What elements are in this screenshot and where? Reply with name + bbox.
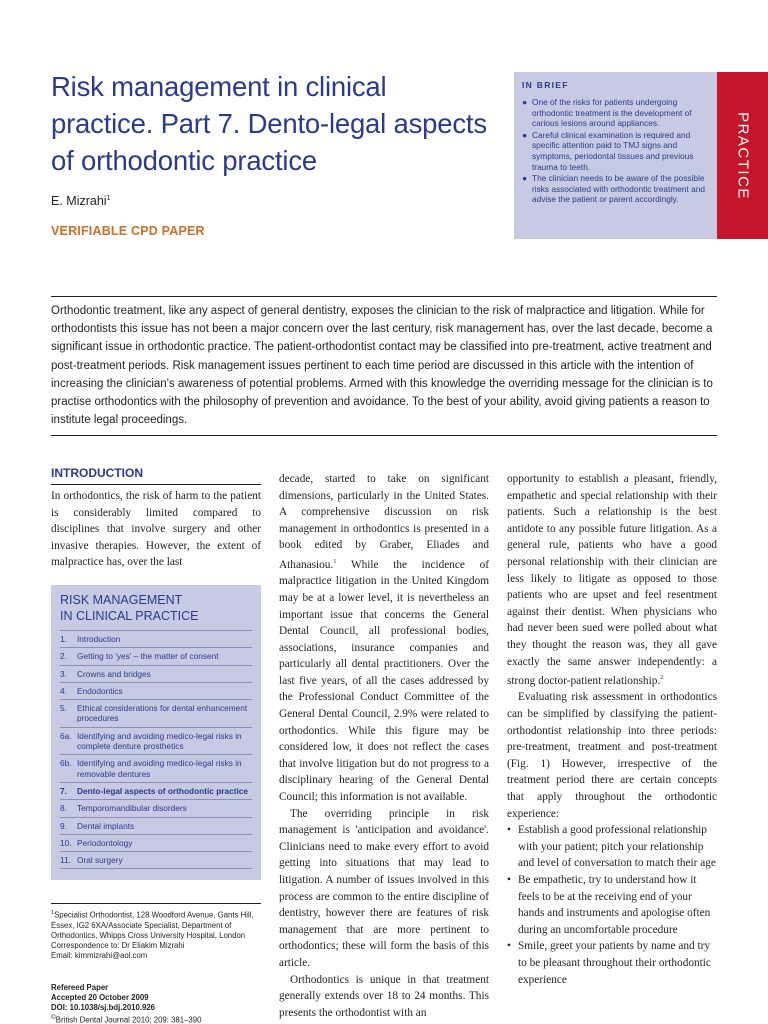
section-tab xyxy=(717,72,768,239)
introduction-text: In orthodontics, the risk of harm to the patient is considerably limited compared to disciplines that involve surgery and other invasive therapies. However, the extent of malpractice has, over the last xyxy=(51,490,261,569)
refereed-label: Refereed Paper xyxy=(51,983,109,992)
section-tab-label: PRACTICE xyxy=(734,111,751,200)
series-item: 1. Introduction xyxy=(60,631,252,648)
in-brief-list xyxy=(522,97,709,205)
series-item: 11. Oral surgery xyxy=(60,852,252,869)
email: Email: kimmizrahi@aol.com xyxy=(51,950,148,960)
heading-rule xyxy=(51,484,261,485)
publication-info xyxy=(51,983,261,1024)
body-paragraph: decade, started to take on significant dimensions, particularly in the United States. A comprehensive discussion on risk management in orthodontics is presented in a book edited by Graber, Eliades and Athanasiou.$^1$ While the incidence of malpractice litigation in the United Kingdom may be at a lower level, it is nevertheless an important issue that concerns the General Dental Council, all professional bodies, associations, insurance companies and particularly all dental practitioners. Over the last five years, of all the cases addressed by the Professional Conduct Committee of the General Dental Council, 2.9% were related to orthodontics. While this figure may be considered low, it does not reflect the cases that involve litigation but do not progress to a disciplinary hearing of the General Dental Council; this information is not available. xyxy=(279,473,489,804)
in-brief-point: ● One of the risks for patients undergoing orthodontic treatment is the development of carious lesions around appliances. xyxy=(522,97,692,129)
series-heading: RISK MANAGEMENT IN CLINICAL PRACTICE xyxy=(60,593,199,623)
series-item-current: 7. Dento-legal aspects of orthodontic practice xyxy=(60,783,252,800)
body-column-3 xyxy=(507,471,717,988)
in-brief-point: ● Careful clinical examination is required and specific attention paid to TMJ signs and symptoms, periodontal tissues and previous trauma to teeth. xyxy=(522,129,694,172)
author-line xyxy=(51,194,110,208)
doi: DOI: 10.1038/sj.bdj.2010.926 xyxy=(51,1003,156,1012)
concept-item: • Be empathetic, try to understand how it feels to be at the receiving end of your hands and instruments and apologise often during an uncomfortable procedure xyxy=(507,874,711,936)
bullet-icon: • xyxy=(507,824,511,837)
series-item: 8. Temporomandibular disorders xyxy=(60,800,252,817)
body-column-2 xyxy=(279,471,489,1021)
abstract-bottom-rule xyxy=(51,435,717,436)
concept-list xyxy=(507,822,717,988)
introduction-heading: INTRODUCTION xyxy=(51,466,143,480)
bullet-icon: ● xyxy=(522,97,528,107)
author-name: E. Mizrahi xyxy=(51,194,107,208)
body-paragraph: opportunity to establish a pleasant, friendly, empathetic and special relationship with their patients. Such a relationship is the best antidote to any possible future litigation. As a general rule, patients who have a good personal relationship with their clinician are less likely to litigate as opposed to those patients who are upset and feel resentment against their dentist. When physicians who had never been sued were polled about what they thought the reason was, they all gave exactly the same answer independently: a strong doctor-patient relationship.$^2$ xyxy=(507,473,717,687)
series-item: 10. Periodontology xyxy=(60,835,252,852)
accepted-date: Accepted 20 October 2009 xyxy=(51,993,149,1002)
body-paragraph: Orthodontics is unique in that treatment generally extends over 18 to 24 months. This presents the orthodontist with an xyxy=(279,973,489,1019)
author-affiliation-marker: 1 xyxy=(106,194,111,202)
series-item: 3. Crowns and bridges xyxy=(60,666,252,683)
series-item: 6a. Identifying and avoiding medico-legal risks in complete denture prosthetics xyxy=(60,728,252,756)
citation: ©British Dental Journal 2010; 209: 381–390 xyxy=(51,1014,202,1024)
concept-item: • Establish a good professional relationship with your patient; pitch your relationship and level of conversation to match their age xyxy=(507,824,716,870)
bullet-icon: ● xyxy=(522,173,528,184)
series-item: 6b. Identifying and avoiding medico-legal risks in removable dentures xyxy=(60,755,252,783)
affiliation-footnote: $^1$Specialist Orthodontist, 128 Woodford Avenue, Gants Hill, Essex, IG2 6XA/Associate Specialist, Department of Orthodontics, Whipps Cross University Hospital, London Correspondence to: Dr Eliakim Mizrahi Email: kimmizrahi@aol.com xyxy=(51,908,261,961)
body-paragraph: Evaluating risk assessment in orthodontics can be simplified by classifying the patient-orthodontist relationship into three periods: pre-treatment, treatment and post-treatment (Fig. 1) However, irrespective of the treatment period there are certain concepts that apply throughout the orthodontic experience: xyxy=(507,691,717,820)
abstract: Orthodontic treatment, like any aspect of general dentistry, exposes the clinician to the risk of malpractice and litigation. While for orthodontists this issue has not been a major concern over the last century, risk management has, over the last decade, become a significant issue in orthodontic practice. The patient-orthodontist contact may be classified into pre-treatment, active treatment and post-treatment periods. Risk management issues pertinent to each time period are discussed in this article with the intention of increasing the clinician's awareness of potential problems. Armed with this knowledge the overriding message for the clinician is to practise orthodontics with the philosophy of prevention and avoidance. To the best of your ability, avoid giving patients a reason to institute legal proceedings. xyxy=(51,305,713,427)
in-brief-point: ● The clinician needs to be aware of the possible risks associated with orthodontic treatment and advise the patient or parent accordingly. xyxy=(522,173,705,205)
bullet-icon: • xyxy=(507,940,511,953)
cpd-label: VERIFIABLE CPD PAPER xyxy=(51,224,205,238)
series-box xyxy=(51,585,261,880)
series-list xyxy=(60,630,252,869)
series-item: 4. Endodontics xyxy=(60,683,252,700)
concept-item: • Smile, greet your patients by name and try to be pleasant throughout their orthodontic experience xyxy=(507,940,711,986)
correspondence: Correspondence to: Dr Eliakim Mizrahi xyxy=(51,940,185,950)
footnote-rule xyxy=(51,903,261,904)
bullet-icon: ● xyxy=(522,129,528,140)
bullet-icon: • xyxy=(507,874,511,887)
series-item: 2. Getting to 'yes' – the matter of consent xyxy=(60,648,252,665)
abstract-top-rule xyxy=(51,296,717,297)
in-brief-box xyxy=(514,72,717,239)
in-brief-heading: IN BRIEF xyxy=(522,80,569,90)
body-paragraph: The overriding principle in risk management is 'anticipation and avoidance'. Clinicians need to make every effort to avoid getting into situations that may lead to litigation. A number of issues involved in this process are common to the entire discipline of dentistry, however there are features of risk management that are more pertinent to orthodontics; these will form the basis of this article. xyxy=(279,807,489,969)
article-title: Risk management in clinical practice. Part 7. Dento-legal aspects of orthodontic practice xyxy=(51,71,487,176)
series-item: 5. Ethical considerations for dental enhancement procedures xyxy=(60,700,252,728)
series-item: 9. Dental implants xyxy=(60,818,252,835)
